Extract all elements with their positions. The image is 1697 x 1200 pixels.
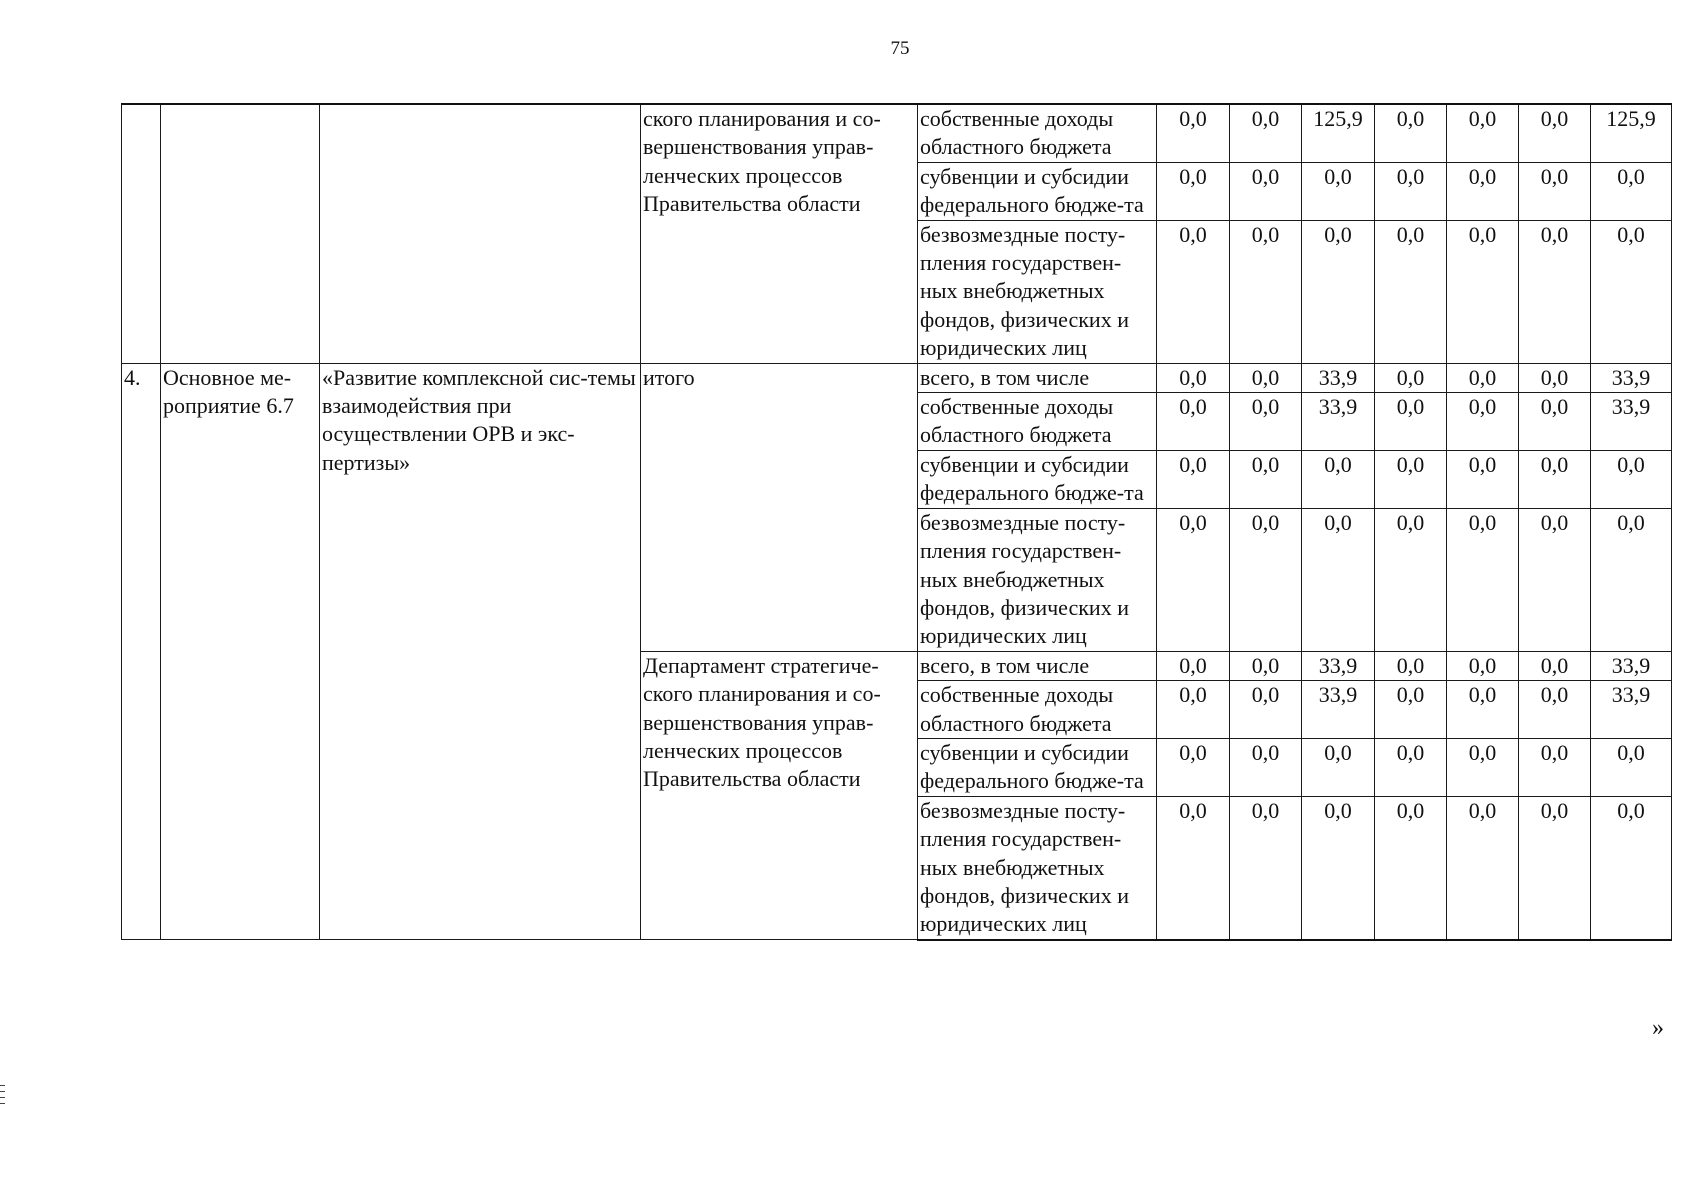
value-cell: 0,0 [1157, 220, 1230, 363]
value-cell: 33,9 [1302, 651, 1375, 680]
value-cell: 0,0 [1375, 220, 1447, 363]
value-cell: 0,0 [1230, 508, 1302, 651]
row-number-cell [122, 104, 161, 363]
funding-source-cell: безвозмездные посту-пления государствен-ных внебюджетных фондов, физических и юридических лиц [918, 508, 1157, 651]
value-cell: 0,0 [1591, 162, 1672, 220]
value-cell: 33,9 [1302, 363, 1375, 392]
value-cell: 0,0 [1230, 651, 1302, 680]
funding-source-cell: субвенции и субсидии федерального бюдже-та [918, 162, 1157, 220]
funding-source-cell: всего, в том числе [918, 363, 1157, 392]
row-number-cell: 4. [122, 363, 161, 940]
value-cell: 0,0 [1375, 796, 1447, 940]
value-cell: 0,0 [1375, 162, 1447, 220]
value-cell: 0,0 [1447, 508, 1519, 651]
value-cell: 0,0 [1447, 363, 1519, 392]
value-cell: 0,0 [1591, 738, 1672, 796]
value-cell: 0,0 [1591, 220, 1672, 363]
value-cell: 0,0 [1519, 681, 1591, 739]
value-cell: 0,0 [1375, 363, 1447, 392]
value-cell: 0,0 [1302, 450, 1375, 508]
value-cell: 0,0 [1302, 220, 1375, 363]
value-cell: 0,0 [1519, 393, 1591, 451]
value-cell: 0,0 [1230, 450, 1302, 508]
executor-cell: Департамент стратегиче-ского планирования и со-вершенствования управ-ленческих процессов Правительства области [641, 651, 918, 940]
value-cell: 33,9 [1591, 393, 1672, 451]
executor-cell: итого [641, 363, 918, 651]
value-cell: 0,0 [1230, 796, 1302, 940]
value-cell: 0,0 [1157, 393, 1230, 451]
value-cell: 0,0 [1302, 162, 1375, 220]
value-cell: 0,0 [1519, 104, 1591, 162]
value-cell: 0,0 [1447, 738, 1519, 796]
page-number: 75 [890, 38, 910, 59]
value-cell: 0,0 [1447, 651, 1519, 680]
value-cell: 0,0 [1230, 104, 1302, 162]
value-cell: 0,0 [1447, 162, 1519, 220]
value-cell: 0,0 [1519, 738, 1591, 796]
status-cell: Основное ме-роприятие 6.7 [161, 363, 320, 940]
table-row [122, 363, 1672, 392]
value-cell: 33,9 [1591, 681, 1672, 739]
status-cell [161, 104, 320, 363]
executor-cell: ского планирования и со-вершенствования управ-ленческих процессов Правительства области [641, 104, 918, 363]
value-cell: 0,0 [1519, 363, 1591, 392]
funding-source-cell: собственные доходы областного бюджета [918, 393, 1157, 451]
value-cell: 0,0 [1157, 738, 1230, 796]
value-cell: 0,0 [1519, 508, 1591, 651]
funding-source-cell: безвозмездные посту-пления государствен-ных внебюджетных фондов, физических и юридических лиц [918, 220, 1157, 363]
value-cell: 33,9 [1591, 651, 1672, 680]
funding-source-cell: субвенции и субсидии федерального бюдже-та [918, 738, 1157, 796]
value-cell: 0,0 [1375, 104, 1447, 162]
value-cell: 0,0 [1519, 450, 1591, 508]
value-cell: 0,0 [1157, 508, 1230, 651]
funding-source-cell: безвозмездные посту-пления государствен-ных внебюджетных фондов, физических и юридических лиц [918, 796, 1157, 940]
value-cell: 0,0 [1519, 220, 1591, 363]
value-cell: 0,0 [1447, 104, 1519, 162]
value-cell: 0,0 [1375, 450, 1447, 508]
closing-quote: » [1652, 1015, 1664, 1041]
activity-name-cell: «Развитие комплексной сис-темы взаимодействия при осуществлении ОРВ и экс-пертизы» [320, 363, 641, 940]
value-cell: 33,9 [1302, 681, 1375, 739]
funding-source-cell: всего, в том числе [918, 651, 1157, 680]
value-cell: 33,9 [1591, 363, 1672, 392]
value-cell: 125,9 [1302, 104, 1375, 162]
table-row [122, 104, 1672, 162]
value-cell: 0,0 [1591, 450, 1672, 508]
value-cell: 0,0 [1519, 796, 1591, 940]
value-cell: 0,0 [1375, 651, 1447, 680]
activity-name-cell [320, 104, 641, 363]
value-cell: 0,0 [1375, 738, 1447, 796]
value-cell: 0,0 [1230, 220, 1302, 363]
value-cell: 0,0 [1519, 162, 1591, 220]
budget-table [121, 103, 1672, 941]
value-cell: 0,0 [1157, 681, 1230, 739]
value-cell: 0,0 [1302, 738, 1375, 796]
value-cell: 0,0 [1375, 681, 1447, 739]
value-cell: 0,0 [1230, 363, 1302, 392]
value-cell: 0,0 [1447, 681, 1519, 739]
funding-source-cell: собственные доходы областного бюджета [918, 681, 1157, 739]
value-cell: 0,0 [1375, 393, 1447, 451]
value-cell: 0,0 [1157, 651, 1230, 680]
value-cell: 0,0 [1157, 104, 1230, 162]
value-cell: 0,0 [1447, 220, 1519, 363]
value-cell: 0,0 [1230, 681, 1302, 739]
value-cell: 0,0 [1157, 363, 1230, 392]
value-cell: 125,9 [1591, 104, 1672, 162]
value-cell: 0,0 [1591, 508, 1672, 651]
funding-source-cell: собственные доходы областного бюджета [918, 104, 1157, 162]
value-cell: 0,0 [1447, 393, 1519, 451]
value-cell: 0,0 [1157, 796, 1230, 940]
value-cell: 0,0 [1591, 796, 1672, 940]
value-cell: 0,0 [1447, 450, 1519, 508]
funding-source-cell: субвенции и субсидии федерального бюдже-та [918, 450, 1157, 508]
value-cell: 0,0 [1519, 651, 1591, 680]
value-cell: 0,0 [1375, 508, 1447, 651]
value-cell: 0,0 [1157, 450, 1230, 508]
value-cell: 0,0 [1230, 393, 1302, 451]
value-cell: 0,0 [1230, 738, 1302, 796]
value-cell: 33,9 [1302, 393, 1375, 451]
scan-edge-marks [0, 1085, 6, 1185]
value-cell: 0,0 [1447, 796, 1519, 940]
value-cell: 0,0 [1230, 162, 1302, 220]
value-cell: 0,0 [1302, 796, 1375, 940]
value-cell: 0,0 [1302, 508, 1375, 651]
value-cell: 0,0 [1157, 162, 1230, 220]
